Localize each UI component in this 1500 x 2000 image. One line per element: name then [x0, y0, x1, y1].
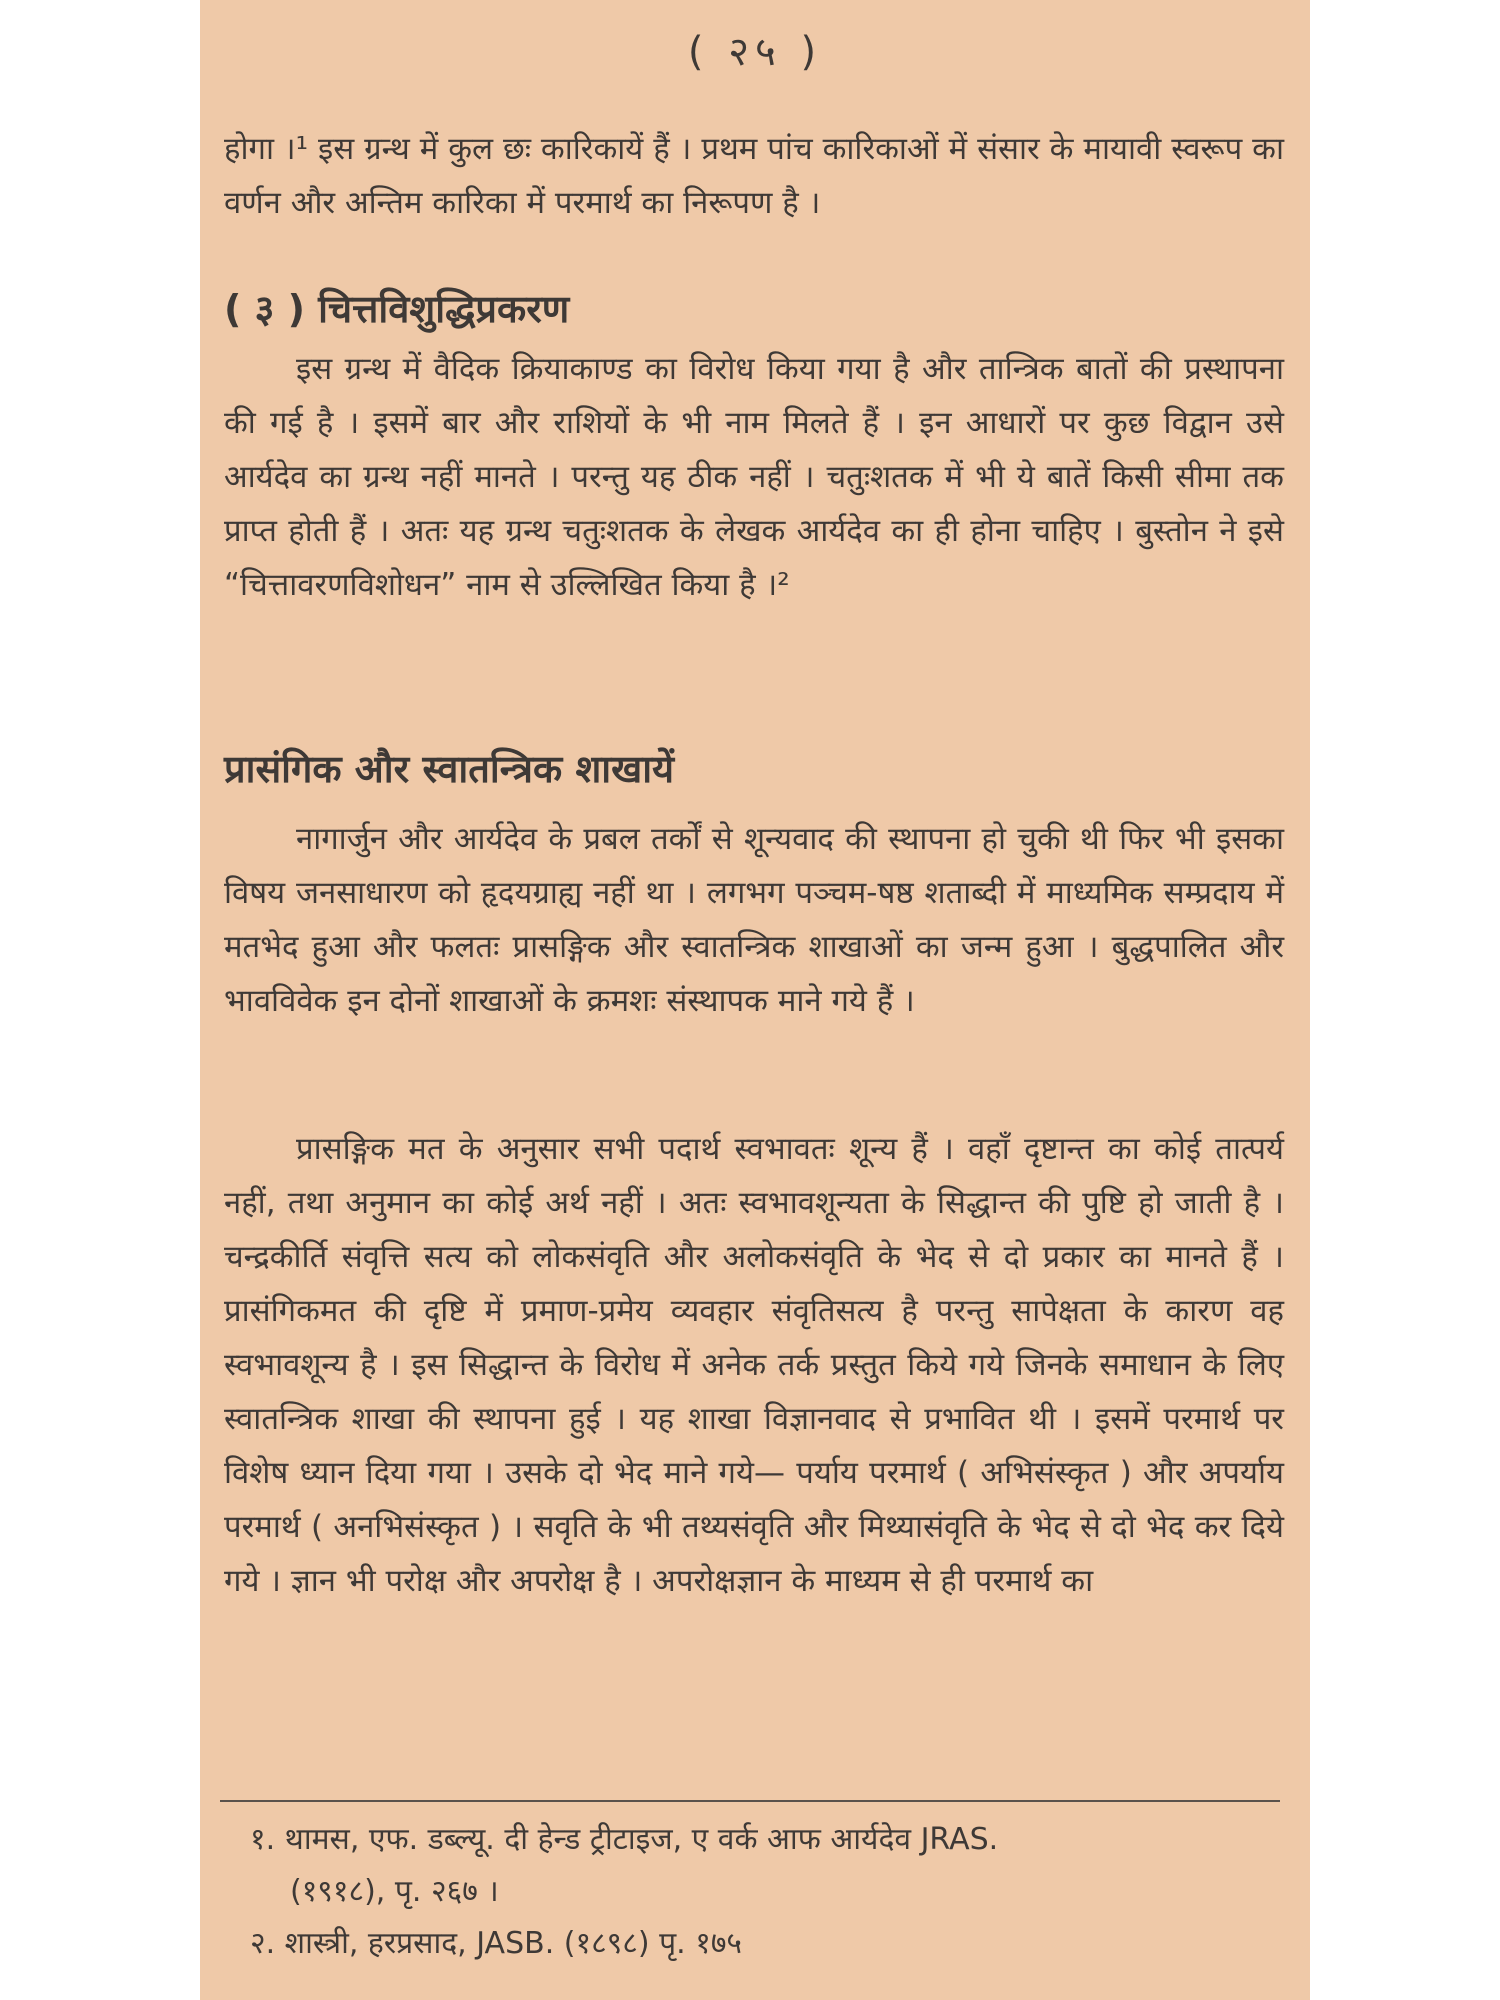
- section-3-heading: ( ३ ) चित्तविशुद्धिप्रकरण: [224, 287, 570, 331]
- page-number: ( २५ ): [687, 29, 823, 75]
- branches-heading: प्रासंगिक और स्वातन्त्रिक शाखायें: [224, 747, 675, 791]
- book-page: [200, 0, 1310, 2000]
- footnote-1-line-2: (१९१८), पृ. २६७ ।: [290, 1874, 499, 1909]
- section-3-text: इस ग्रन्थ में वैदिक क्रियाकाण्ड का विरोध किया गया है और तान्त्रिक बातों की प्रस्थापना की गई है । इसमें बार और राशियों के भी नाम मिलते हैं । इन आधारों पर कुछ विद्वान उसे आर्यदेव का ग्रन्थ नहीं मानते । परन्तु यह ठीक नहीं । चतुःशतक में भी ये बातें किसी सीमा तक प्राप्त होती हैं । अतः यह ग्रन्थ चतुःशतक के लेखक आर्यदेव का ही होना चाहिए । बुस्तोन ने इसे “चित्तावरणविशोधन” नाम से उल्लिखित किया है ।²: [224, 351, 1284, 603]
- footnote-1-line-1: १. थामस, एफ. डब्ल्यू. दी हेन्ड ट्रीटाइज, ए वर्क आफ आर्यदेव JRAS.: [250, 1822, 999, 1857]
- section-3-paragraph: [224, 342, 1284, 612]
- branches-paragraph-2: [224, 1122, 1284, 1608]
- intro-text: होगा ।¹ इस ग्रन्थ में कुल छः कारिकायें हैं । प्रथम पांच कारिकाओं में संसार के मायावी स्वरूप का वर्णन और अन्तिम कारिका में परमार्थ का निरूपण है ।: [224, 131, 1284, 221]
- footnote-2: २. शास्त्री, हरप्रसाद, JASB. (१८९८) पृ. १७५: [250, 1926, 743, 1961]
- intro-paragraph: [224, 122, 1284, 230]
- footnote-divider: [220, 1800, 1280, 1802]
- footnotes: [250, 1814, 1280, 1970]
- branches-text-2: प्रासङ्गिक मत के अनुसार सभी पदार्थ स्वभावतः शून्य हैं । वहाँ दृष्टान्त का कोई तात्पर्य नहीं, तथा अनुमान का कोई अर्थ नहीं । अतः स्वभावशून्यता के सिद्धान्त की पुष्टि हो जाती है । चन्द्रकीर्ति संवृत्ति सत्य को लोकसंवृति और अलोकसंवृति के भेद से दो प्रकार का मानते हैं । प्रासंगिकमत की दृष्टि में प्रमाण-प्रमेय व्यवहार संवृतिसत्य है परन्तु सापेक्षता के कारण वह स्वभावशून्य है । इस सिद्धान्त के विरोध में अनेक तर्क प्रस्तुत किये गये जिनके समाधान के लिए स्वातन्त्रिक शाखा की स्थापना हुई । यह शाखा विज्ञानवाद से प्रभावित थी । इसमें परमार्थ पर विशेष ध्यान दिया गया । उसके दो भेद माने गये— पर्याय परमार्थ ( अभिसंस्कृत ) और अपर्याय परमार्थ ( अनभिसंस्कृत ) । सवृति के भी तथ्यसंवृति और मिथ्यासंवृति के भेद से दो भेद कर दिये गये । ज्ञान भी परोक्ष और अपरोक्ष है । अपरोक्षज्ञान के माध्यम से ही परमार्थ का: [224, 1131, 1284, 1599]
- branches-paragraph-1: [224, 812, 1284, 1028]
- branches-text-1: नागार्जुन और आर्यदेव के प्रबल तर्कों से शून्यवाद की स्थापना हो चुकी थी फिर भी इसका विषय जनसाधारण को हृदयग्राह्य नहीं था । लगभग पञ्चम-षष्ठ शताब्दी में माध्यमिक सम्प्रदाय में मतभेद हुआ और फलतः प्रासङ्गिक और स्वातन्त्रिक शाखाओं का जन्म हुआ । बुद्धपालित और भावविवेक इन दोनों शाखाओं के क्रमशः संस्थापक माने गये हैं ।: [224, 821, 1284, 1019]
